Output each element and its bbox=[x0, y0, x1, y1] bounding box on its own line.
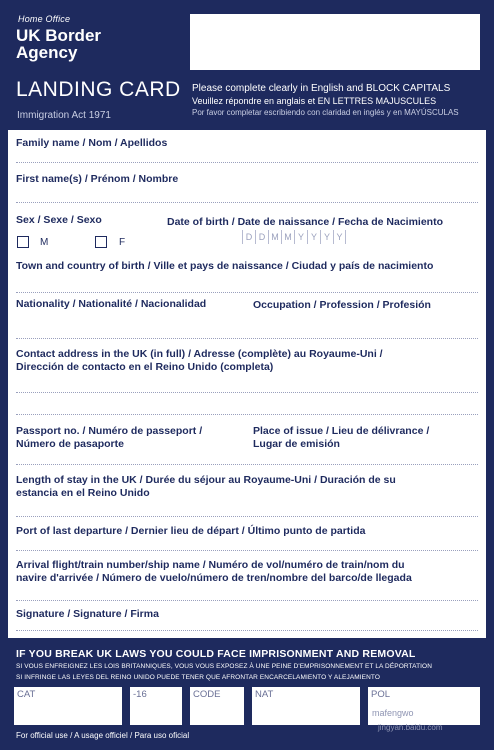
instruction-es: Por favor completar escribiendo con claridad en inglés y en MAYÚSCULAS bbox=[192, 108, 459, 117]
place-issue-label-1: Place of issue / Lieu de délivrance / bbox=[253, 425, 430, 437]
length-stay-label-2: estancia en el Reino Unido bbox=[16, 487, 150, 499]
occupation-label: Occupation / Profession / Profesión bbox=[253, 299, 431, 311]
warning-es: SI INFRINGE LAS LEYES DEL REINO UNIDO PUEDE TENER QUE AFRONTAR ENCARCELAMIENTO Y ALEJAMIENTO bbox=[16, 674, 381, 681]
contact-address-field-1[interactable] bbox=[16, 392, 478, 393]
contact-address-label-2: Dirección de contacto en el Reino Unido (completa) bbox=[16, 361, 274, 373]
card-header bbox=[0, 0, 494, 132]
official-box-cat-label: CAT bbox=[17, 689, 36, 700]
dob-input[interactable] bbox=[242, 230, 346, 244]
nationality-label: Nationality / Nationalité / Nacionalidad bbox=[16, 298, 207, 310]
card-footer bbox=[0, 638, 494, 750]
official-box-code bbox=[190, 687, 244, 725]
length-stay-field[interactable] bbox=[16, 516, 478, 517]
dob-day-1: D bbox=[242, 230, 255, 244]
warning-fr: SI VOUS ENFREIGNEZ LES LOIS BRITANNIQUES, VOUS VOUS EXPOSEZ À UNE PEINE D'EMPRISONNEMENT ET LA DÉPORTATION bbox=[16, 663, 433, 670]
arrival-label-2: navire d'arrivée / Número de vuelo/número de tren/nombre del barco/de llegada bbox=[16, 572, 412, 584]
official-box-nat-label: NAT bbox=[255, 689, 274, 700]
warning-en: IF YOU BREAK UK LAWS YOU COULD FACE IMPRISONMENT AND REMOVAL bbox=[16, 648, 416, 660]
sex-f-label: F bbox=[119, 237, 126, 248]
form-body bbox=[8, 130, 486, 638]
watermark-url: jingyan.baidu.com bbox=[378, 723, 443, 732]
length-stay-label-1: Length of stay in the UK / Durée du séjour au Royaume-Uni / Duración de su bbox=[16, 474, 396, 486]
contact-address-label-1: Contact address in the UK (in full) / Adresse (complète) au Royaume-Uni / bbox=[16, 348, 383, 360]
official-box-code-label: CODE bbox=[193, 689, 221, 700]
nationality-occupation-field[interactable] bbox=[16, 338, 478, 339]
official-box-cat bbox=[14, 687, 122, 725]
sex-f-checkbox[interactable] bbox=[95, 236, 107, 248]
instruction-fr: Veuillez répondre en anglais et EN LETTRES MAJUSCULES bbox=[192, 96, 437, 106]
official-box-16 bbox=[130, 687, 182, 725]
dob-year-1: Y bbox=[294, 230, 307, 244]
official-box-pol-label: POL bbox=[371, 689, 391, 700]
instruction-en: Please complete clearly in English and BLOCK CAPITALS bbox=[192, 83, 451, 94]
port-departure-label: Port of last departure / Dernier lieu de départ / Último punto de partida bbox=[16, 525, 366, 537]
family-name-label: Family name / Nom / Apellidos bbox=[16, 137, 168, 149]
signature-field[interactable] bbox=[16, 630, 478, 631]
first-names-label: First name(s) / Prénom / Nombre bbox=[16, 173, 179, 185]
official-box-pol bbox=[368, 687, 480, 725]
sex-m-label: M bbox=[40, 237, 49, 248]
dob-month-1: M bbox=[268, 230, 281, 244]
signature-label: Signature / Signature / Firma bbox=[16, 608, 159, 620]
dob-month-2: M bbox=[281, 230, 294, 244]
sex-m-checkbox[interactable] bbox=[17, 236, 29, 248]
port-departure-field[interactable] bbox=[16, 550, 478, 551]
official-use-note: For official use / A usage officiel / Para uso oficial bbox=[16, 731, 190, 740]
dob-year-2: Y bbox=[307, 230, 320, 244]
dob-day-2: D bbox=[255, 230, 268, 244]
official-box-16-label: -16 bbox=[133, 689, 147, 700]
official-box-nat bbox=[252, 687, 360, 725]
watermark: mafengwo bbox=[372, 708, 414, 718]
birthplace-field[interactable] bbox=[16, 292, 478, 293]
family-name-field[interactable] bbox=[16, 162, 478, 163]
dob-label: Date of birth / Date de naissance / Fecha de Nacimiento bbox=[167, 216, 443, 228]
home-office-logo: Home Office bbox=[18, 14, 71, 24]
first-names-field[interactable] bbox=[16, 202, 478, 203]
place-issue-label-2: Lugar de emisión bbox=[253, 438, 340, 450]
sex-label: Sex / Sexe / Sexo bbox=[16, 214, 102, 226]
birthplace-label: Town and country of birth / Ville et pays de naissance / Ciudad y país de nacimiento bbox=[16, 260, 434, 272]
contact-address-field-2[interactable] bbox=[16, 414, 478, 415]
arrival-field[interactable] bbox=[16, 600, 478, 601]
act-reference: Immigration Act 1971 bbox=[17, 110, 111, 121]
passport-label-1: Passport no. / Numéro de passeport / bbox=[16, 425, 203, 437]
card-title: LANDING CARD bbox=[16, 78, 181, 101]
dob-year-4: Y bbox=[333, 230, 346, 244]
header-blank-box bbox=[190, 14, 480, 70]
dob-year-3: Y bbox=[320, 230, 333, 244]
arrival-label-1: Arrival flight/train number/ship name / Numéro de vol/numéro de train/nom du bbox=[16, 559, 405, 571]
instructions bbox=[192, 82, 492, 119]
passport-label-2: Número de pasaporte bbox=[16, 438, 124, 450]
passport-field[interactable] bbox=[16, 464, 478, 465]
agency-name: UK Border Agency bbox=[16, 26, 102, 62]
